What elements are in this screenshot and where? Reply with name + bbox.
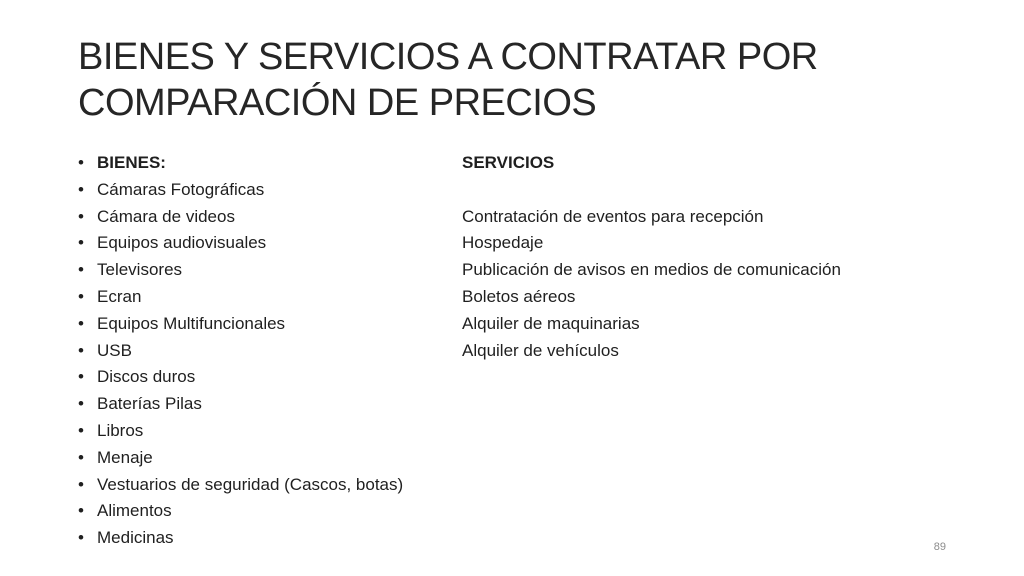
list-item: Boletos aéreos	[462, 286, 576, 306]
page-number: 89	[933, 541, 946, 553]
bienes-column	[78, 150, 438, 552]
bullet-icon: •	[78, 474, 84, 494]
bullet-icon: •	[78, 501, 84, 521]
list-item	[78, 418, 438, 445]
list-item-text: Discos duros	[97, 367, 196, 387]
bullet-icon: •	[78, 447, 84, 467]
list-item	[78, 230, 438, 257]
list-item-text: Ecran	[97, 286, 142, 306]
slide-title-line-1: BIENES Y SERVICIOS A CONTRATAR POR	[78, 36, 818, 78]
list-item-text: Televisores	[97, 260, 183, 280]
list-item	[78, 177, 438, 204]
bullet-icon: •	[78, 367, 84, 387]
list-item-text: Equipos Multifuncionales	[97, 313, 286, 333]
slide-title	[78, 34, 978, 126]
list-item-text: Cámara de videos	[97, 206, 235, 226]
list-item: Alquiler de maquinarias	[462, 313, 640, 333]
bullet-icon: •	[78, 313, 84, 333]
bullet-icon: •	[78, 528, 84, 548]
slide-title-line-2: COMPARACIÓN DE PRECIOS	[78, 82, 597, 124]
list-item	[78, 391, 438, 418]
bullet-icon: •	[78, 394, 84, 414]
bienes-heading: BIENES:	[97, 153, 166, 172]
list-item	[78, 472, 438, 499]
list-item-text: Alimentos	[97, 501, 172, 521]
bienes-heading-item	[78, 150, 438, 177]
list-item-text: Menaje	[97, 447, 153, 467]
list-item-text: USB	[97, 340, 132, 360]
list-item	[78, 204, 438, 231]
bienes-list	[78, 150, 438, 552]
list-item	[78, 311, 438, 338]
bullet-icon: •	[78, 260, 84, 280]
list-item: Alquiler de vehículos	[462, 340, 619, 360]
servicios-heading: SERVICIOS	[462, 153, 555, 172]
list-item-text: Vestuarios de seguridad (Cascos, botas)	[97, 474, 404, 494]
list-item	[78, 364, 438, 391]
list-item	[78, 525, 438, 552]
bullet-icon: •	[78, 179, 84, 199]
list-item	[78, 338, 438, 365]
list-item	[78, 498, 438, 525]
servicios-column	[462, 150, 982, 364]
bullet-icon: •	[78, 340, 84, 360]
list-item-text: Equipos audiovisuales	[97, 233, 267, 253]
bullet-icon: •	[78, 286, 84, 306]
list-item-text: Baterías Pilas	[97, 394, 202, 414]
list-item	[78, 445, 438, 472]
list-item-text: Medicinas	[97, 528, 174, 548]
bullet-icon: •	[78, 206, 84, 226]
list-item: Publicación de avisos en medios de comunicación	[462, 260, 841, 280]
list-item: Hospedaje	[462, 233, 544, 253]
list-item: Contratación de eventos para recepción	[462, 206, 764, 226]
servicios-spacer	[462, 177, 982, 204]
bullet-icon: •	[78, 153, 84, 172]
list-item-text: Cámaras Fotográficas	[97, 179, 265, 199]
bullet-icon: •	[78, 420, 84, 440]
list-item	[78, 257, 438, 284]
bullet-icon: •	[78, 233, 84, 253]
list-item-text: Libros	[97, 420, 144, 440]
list-item	[78, 284, 438, 311]
